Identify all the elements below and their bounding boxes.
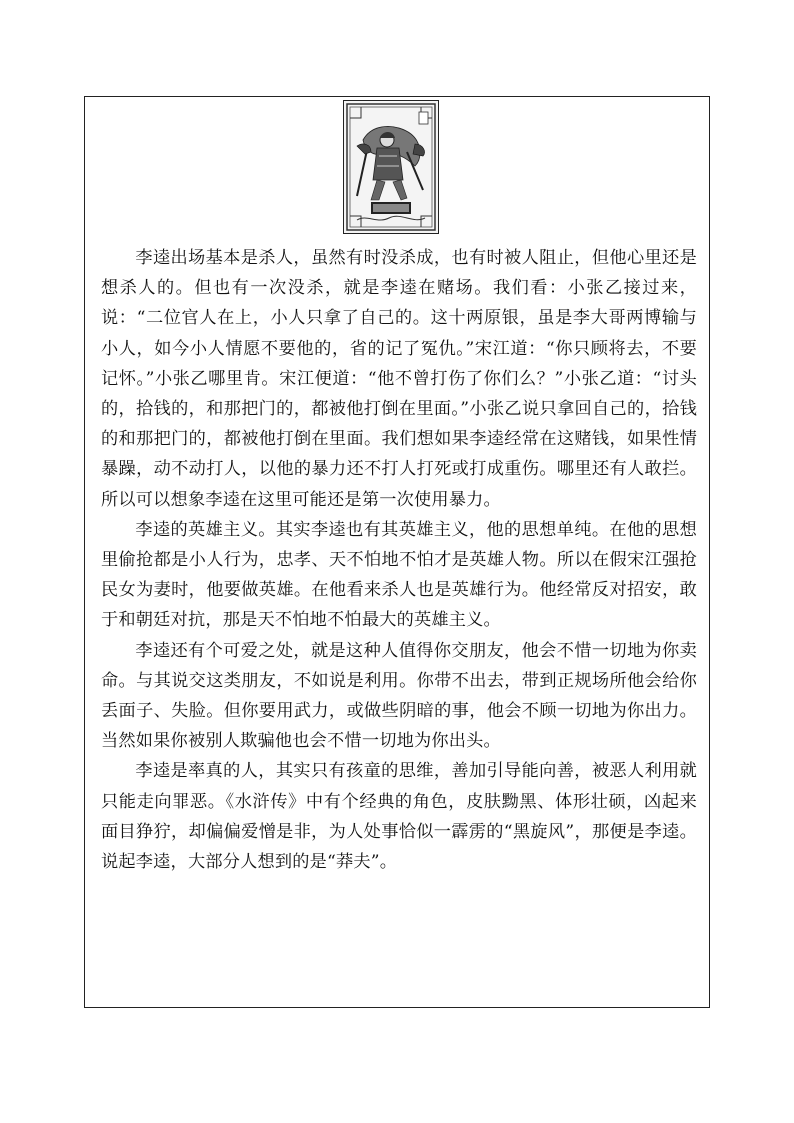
warrior-portrait-icon xyxy=(343,100,439,234)
paragraph-character-summary: 李逵是率真的人，其实只有孩童的思维，善加引导能向善，被恶人利用就只能走向罪恶。《水浒传》中有个经典的角色，皮肤黝黑、体形壮硕，凶起来面目狰狞，却偏偏爱憎是非，为人处事恰似一霹雳的“黑旋风”，那便是李逵。说起李逵，大部分人想到的是“莽夫”。 xyxy=(101,761,697,873)
paragraph-heroism: 李逵的英雄主义。其实李逵也有其英雄主义，他的思想单纯。在他的思想里偷抢都是小人行为，忠孝、天不怕地不怕才是英雄人物。所以在假宋江强抢民女为妻时，他要做英雄。在他看来杀人也是英雄行为。他经常反对招安，敢于和朝廷对抗，那是天不怕地不怕最大的英雄主义。 xyxy=(101,519,697,631)
content-frame xyxy=(84,96,710,1008)
paragraph-gambling-scene: 李逵出场基本是杀人，虽然有时没杀成，也有时被人阻止，但他心里还是想杀人的。但也有一次没杀，就是李逵在赌场。我们看：小张乙接过来，说：“二位官人在上，小人只拿了自己的。这十两原银，虽是李大哥两博输与小人，如今小人情愿不要他的，省的记了冤仇。”宋江道：“你只顾将去，不要记怀。”小张乙哪里肯。宋江便道：“他不曾打伤了你们么？”小张乙道：“讨头的，拾钱的，和那把门的，都被他打倒在里面。”小张乙说只拿回自己的，拾钱的和那把门的，都被他打倒在里面。我们想如果李逵经常在这赌钱，如果性情暴躁，动不动打人，以他的暴力还不打人打死或打成重伤。哪里还有人敢拦。所以可以想象李逵在这里可能还是第一次使用暴力。 xyxy=(101,248,697,510)
body-text xyxy=(101,243,697,877)
paragraph-loyal-friend: 李逵还有个可爱之处，就是这种人值得你交朋友，他会不惜一切地为你卖命。与其说交这类朋友，不如说是利用。你带不出去，带到正规场所他会给你丢面子、失脸。但你要用武力，或做些阴暗的事，他会不顾一切地为你出力。当然如果你被别人欺骗他也会不惜一切地为你出头。 xyxy=(101,640,697,752)
